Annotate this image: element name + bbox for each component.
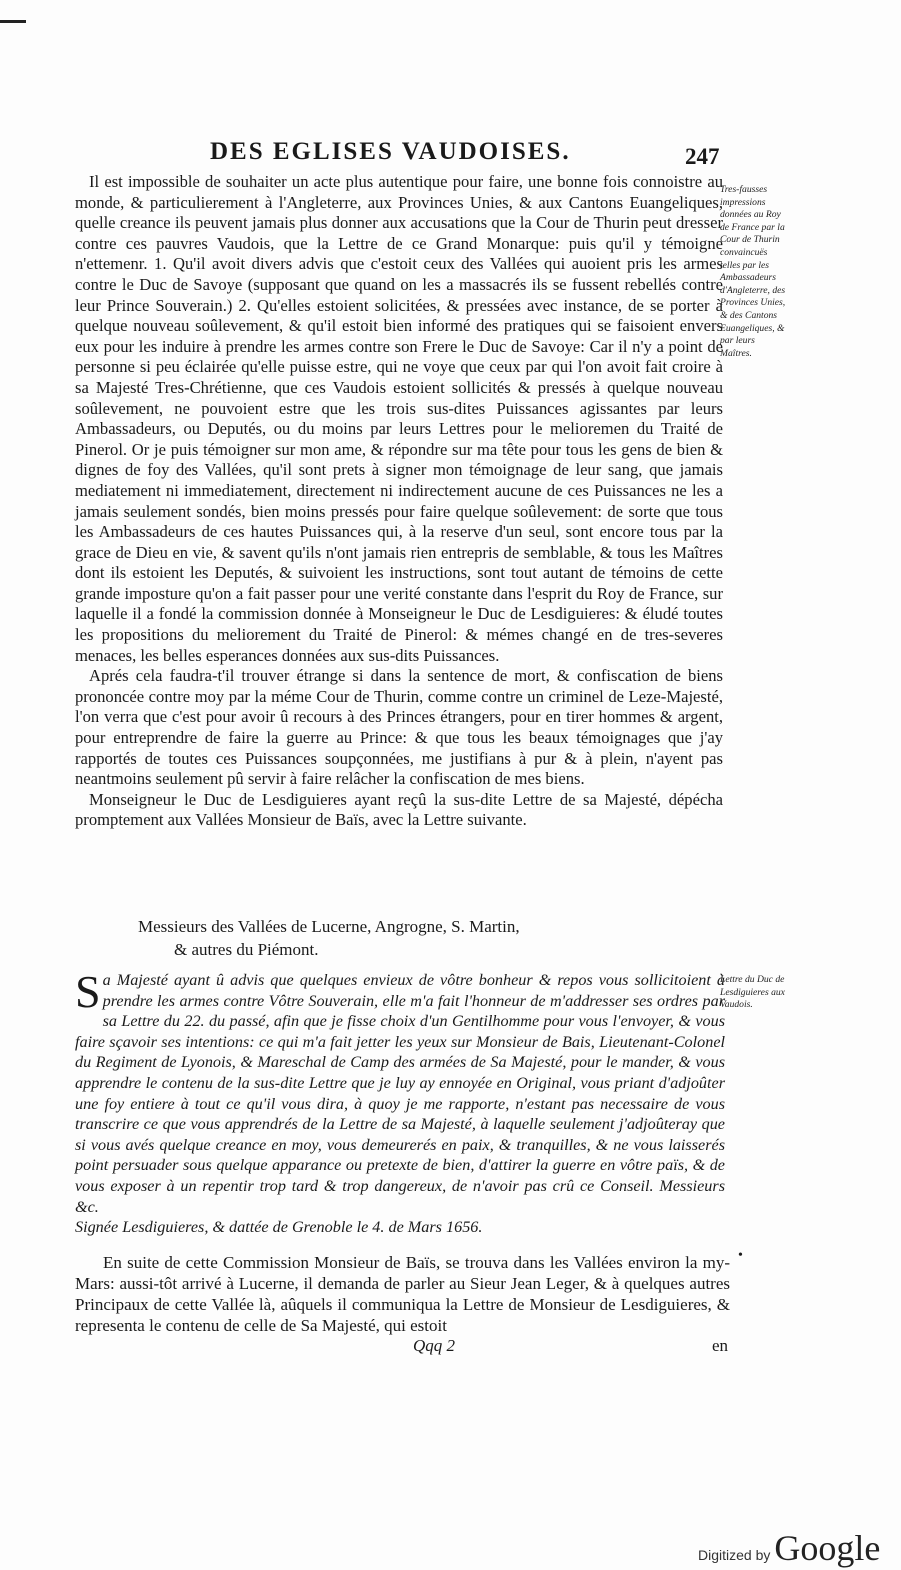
address-line-1: Messieurs des Vallées de Lucerne, Angrogne, S. Martin, [138, 917, 520, 936]
margin-note-1: Tres-fausses impressions données au Roy de France par la Cour de Thurin convaincuës telles par les Ambassadeurs d'Angleterre, des Provinces Unies, & des Cantons Euangeliques, & par leurs Maîtres. [720, 184, 786, 359]
letter-body: a Majesté ayant û advis que quelques envieux de vôtre bonheur & repos vous sollicitoient à prendre les armes contre Vôtre Souverain, elle m'a fait l'honneur de m'addresser ses ordres par sa Lettre du 22. du passé, afin que je fisse choix d'un Gentilhomme pour vous l'envoyer, & vous faire sçavoir ses intentions: ce qui m'a fait jetter les yeux sur Monsieur de Bais, Lieutenant-Colonel du Regiment de Lyonois, & Mareschal de Camp des armées de Sa Majesté, pour le mander, & vous apprendre le contenu de la sus-dite Lettre que je luy ay ennoyée en Original, vous priant d'adjoûter une foy entiere à tout ce qu'il vous dira, à quoy je me rapporte, n'estant pas necessaire de vous transcrire ce que vous apprendrés de la Lettre de sa Majesté, à laquelle seulement j'adjoûteray que si vous avés quelque creance en moy, vous demeurerés en paix, & tranquilles, & ne vous laisserés point persuader sous quelque apparance ou pretexte de bien, d'attirer la guerre en vôtre païs, & de vous exposer à un repentir trop tard & trop dangereux, de n'avoir pas crû ce Conseil. Messieurs &c. [75, 971, 725, 1216]
address-line-2: & autres du Piémont. [174, 940, 319, 959]
drop-cap: S [75, 966, 101, 1017]
corner-mark [0, 20, 26, 23]
digitized-by-label: Digitized by [698, 1547, 771, 1563]
page-header [210, 138, 810, 174]
margin-note-2: Lettre du Duc de Lesdiguieres aux Vaudois. [720, 974, 785, 1011]
letter-signature: Signée Lesdiguieres, & dattée de Grenoble le 4. de Mars 1656. [75, 1218, 483, 1237]
catchword: en [712, 1336, 729, 1355]
paragraph-1: Il est impossible de souhaiter un acte plus autentique pour faire, une bonne fois connoistre au monde, & particulierement à l'Angleterre, aux Provinces Unies, & aux Cantons Euangeliques, quelle creance ils peuvent jamais plus donner aux accusations que la Cour de Thurin peut dresser contre ces pauvres Vaudois, que la Lettre de ce Grand Monarque: puis qu'il y témoigne n'ettemenr. 1. Qu'il avoit divers advis que c'estoit ceux des Vallées qui auoient pris les armes contre le Duc de Savoye (supposant que quand on les a massacrés ils se fussent rebellés contre leur Prince Souverain.) 2. Qu'elles estoient solicitées, & pressées avec instance, de se porter à quelque nouveau soûlevement, & qu'il estoit bien informé des pratiques qui se faisoient envers eux pour les induire à prendre les armes contre son Frere le Duc de Savoye: Car il n'y a point de personne si peu éclairée qu'elle puisse estre, qui ne voye que ceux par qui l'on avoit fait croire à sa Majesté Tres-Chrétienne, que ces Vaudois estoient sollicités & pressés à quelque nouveau soûlevement, ne pouvoient estre que les trois sus-dites Puissances agissantes par leurs Ambassadeurs, ou Deputés, ou du moins par leurs Lettres pour le melioremen du Traité de Pinerol. Or je puis témoigner sur mon ame, & répondre sur ma tête pour tous les gens de bien & dignes de foy des Vallées, qu'il sont prets à signer mon témoignage de leur sang, que jamais mediatement ni immediatement, directement ni indirectement aucune de ces Puissances ne les a jamais seulement sondés, bien moins pressés pour faire quelque soûlevement: de sorte que tous les Ambassadeurs de ces hautes Puissances qui, à la reserve d'un seul, sont encore tous par la grace de Dieu en vie, & savent qu'ils n'ont jamais rien entrepris de semblable, & tous les Maîtres dont ils estoient les Deputés, & suivoient les instructions, sont tout autant de témoins de cette grande imposture qu'on a fait passer pour une verité constante dans l'esprit du Roy de France, sur laquelle il a fondé la commission donnée à Monseigneur le Duc de Lesdiguieres: & éludé toutes les propositions du meliorement du Traité de Pinerol: & mémes changé en de tres-severes menaces, les belles esperances données aux sus-dits Puissances. [75, 172, 723, 665]
google-logo: Google [774, 1528, 881, 1568]
paragraph-2: Aprés cela faudra-t'il trouver étrange si dans la sentence de mort, & confiscation de biens prononcée contre moy par la méme Cour de Thurin, comme contre un criminel de Leze-Majesté, l'on verra que c'est pour avoir û recours à des Princes étrangers, pour en tirer hommes & argent, pour entreprendre de faire la guerre au Prince: & que tous les beaux témoignages que j'ay rapportés de toutes ces Puissances soupçonnées, me justifians à pur & à plein, n'ayent pas neantmoins seulement pû servir à faire relâcher la confiscation de mes biens. [75, 666, 723, 789]
page-number: 247 [685, 144, 720, 169]
marginal-dot: • [738, 1248, 743, 1263]
paragraph-3: Monseigneur le Duc de Lesdiguieres ayant reçû la sus-dite Lettre de sa Majesté, dépécha promptement aux Vallées Monsieur de Baïs, avec la Lettre suivante. [75, 789, 723, 830]
closing-text [75, 1252, 730, 1336]
paragraph-4: En suite de cette Commission Monsieur de Baïs, se trouva dans les Vallées environ la my-Mars: aussi-tôt arrivé à Lucerne, il demanda de parler au Sieur Jean Leger, & à quelques autres Principaux de cette Vallée là, aûquels il communiqua la Lettre de Monsieur de Lesdiguieres, & representa le contenu de celle de Sa Majesté, qui estoit [75, 1253, 730, 1335]
signature-mark: Qqq 2 [413, 1336, 456, 1355]
main-text [75, 172, 723, 831]
running-title: DES EGLISES VAUDOISES. [210, 138, 571, 165]
letter-text [75, 966, 725, 1238]
digitized-watermark [698, 1527, 880, 1567]
letter-address [138, 915, 608, 961]
